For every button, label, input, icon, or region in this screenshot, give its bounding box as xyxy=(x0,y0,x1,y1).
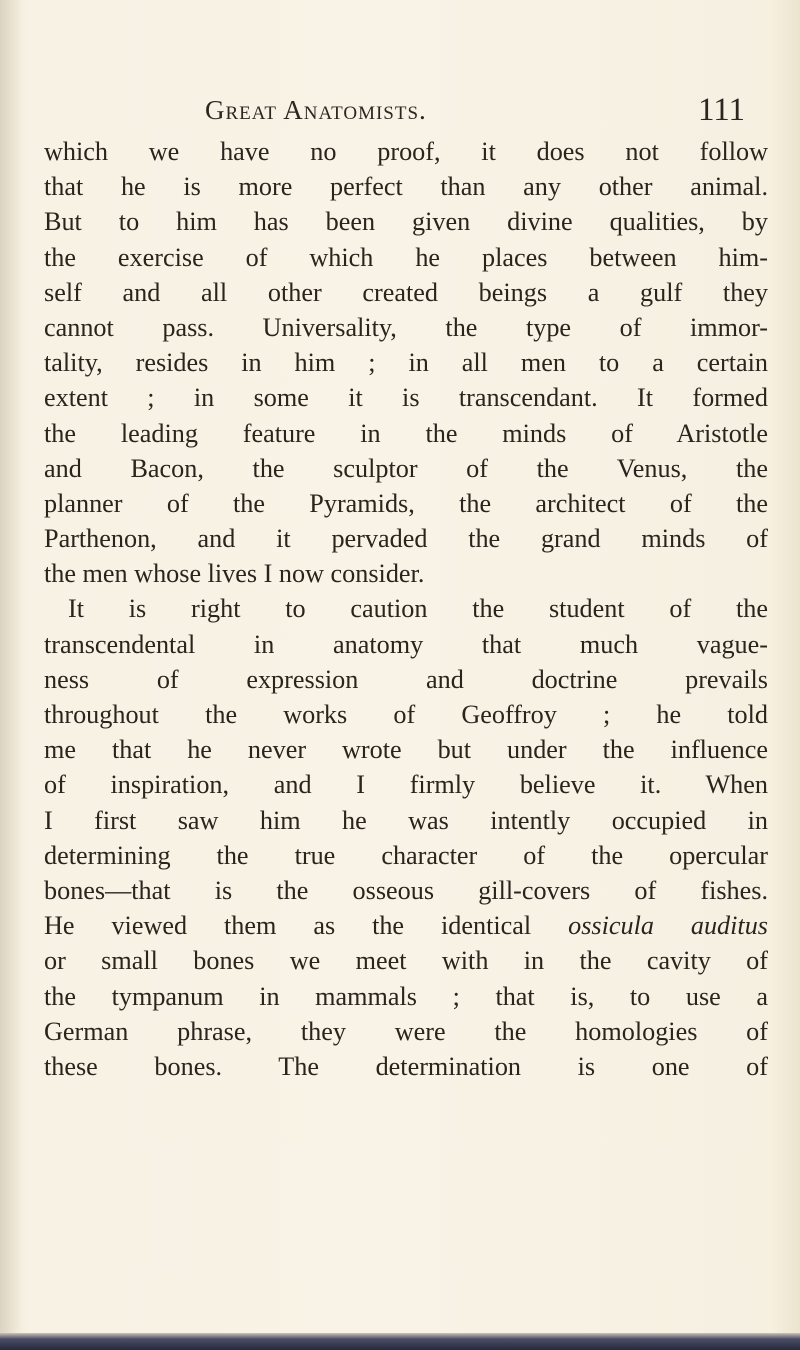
text-line: of inspiration, and I firmly believe it. When xyxy=(44,770,768,800)
paragraph-start-line: It is right to caution the student of the xyxy=(68,594,768,624)
text-line: bones—that is the osseous gill-covers of fishes. xyxy=(44,875,768,905)
text-line: ness of expression and doctrine prevails xyxy=(44,664,768,694)
text-line: or small bones we meet with in the cavity of xyxy=(44,946,768,976)
text-line: me that he never wrote but under the influence xyxy=(44,735,768,765)
page-number: 111 xyxy=(698,92,746,128)
text-line: which we have no proof, it does not follow xyxy=(44,137,768,166)
text-line: German phrase, they were the homologies of xyxy=(44,1016,768,1046)
page-gutter-shadow xyxy=(0,0,22,1350)
body-text xyxy=(44,134,768,1084)
text-line: that he is more perfect than any other animal. xyxy=(44,172,768,202)
text-line-with-italic xyxy=(44,908,768,943)
running-head xyxy=(205,88,635,132)
text-line: planner of the Pyramids, the architect of the xyxy=(44,488,768,518)
page-bottom-edge xyxy=(0,1333,800,1350)
text-line: transcendental in anatomy that much vague- xyxy=(44,629,768,659)
text-line: cannot pass. Universality, the type of immor- xyxy=(44,312,768,342)
text-line: these bones. The determination is one of xyxy=(44,1051,768,1081)
text-line: self and all other created beings a gulf they xyxy=(44,277,768,307)
text-line: the tympanum in mammals ; that is, to use a xyxy=(44,981,768,1011)
text-line: But to him has been given divine qualities, by xyxy=(44,207,768,237)
text-line: determining the true character of the opercular xyxy=(44,840,768,870)
paragraph-end-line: the men whose lives I now consider. xyxy=(44,559,425,589)
text-line: tality, resides in him ; in all men to a certain xyxy=(44,348,768,378)
text-line: the exercise of which he places between him- xyxy=(44,242,768,272)
text-line: I first saw him he was intently occupied in xyxy=(44,805,768,835)
text-line: the leading feature in the minds of Aristotle xyxy=(44,418,768,448)
text-line: throughout the works of Geoffroy ; he told xyxy=(44,700,768,729)
running-title: Great Anatomists. xyxy=(205,95,427,125)
text-line: and Bacon, the sculptor of the Venus, the xyxy=(44,453,768,483)
text-line: extent ; in some it is transcendant. It formed xyxy=(44,383,768,413)
text-line: Parthenon, and it pervaded the grand minds of xyxy=(44,524,768,554)
text-segment: He viewed them as the identical xyxy=(44,911,532,941)
italic-phrase: ossicula auditus xyxy=(568,911,768,941)
